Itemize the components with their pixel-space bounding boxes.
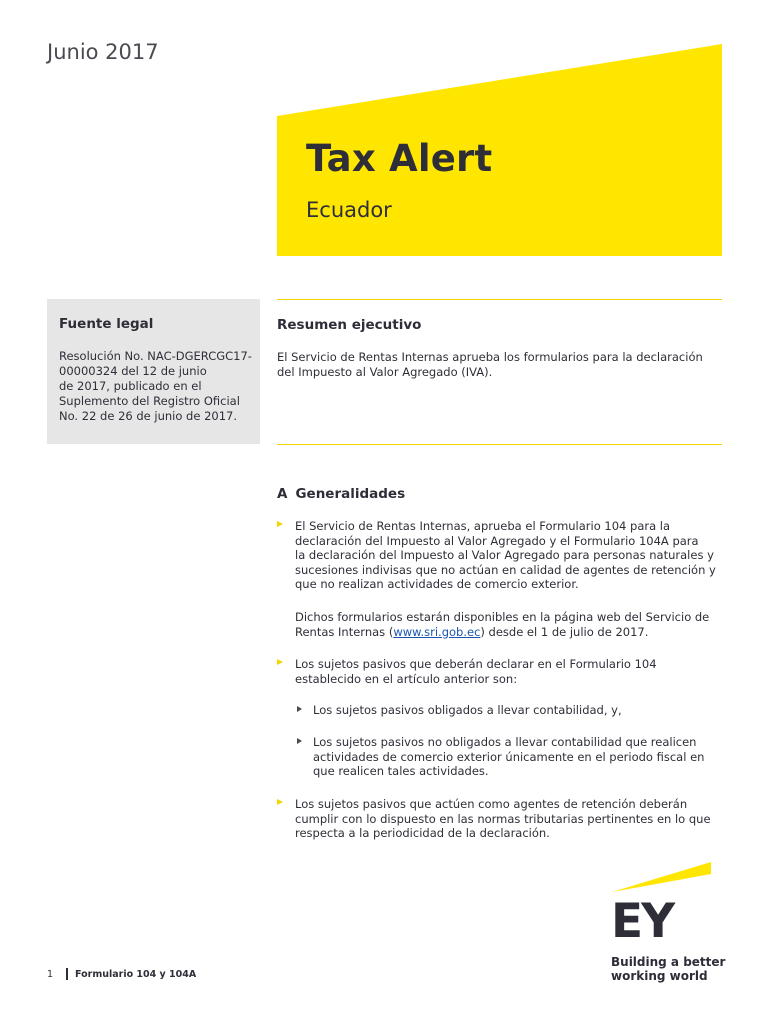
- sub-bullet-2-line: que realicen tales actividades.: [313, 764, 489, 778]
- legal-source-box: [47, 299, 260, 444]
- ey-tagline: [611, 955, 741, 983]
- bullet-1-extra-pre: Rentas Internas (: [295, 624, 394, 639]
- bullet-1-extra-post: ) desde el 1 de julio de 2017.: [480, 624, 649, 639]
- ey-logo-wordmark: EY: [611, 894, 674, 949]
- footer-divider: [66, 968, 68, 980]
- sub-bullet-1-text: Los sujetos pasivos obligados a llevar contabilidad, y,: [313, 703, 622, 717]
- page-subtitle: Ecuador: [306, 198, 392, 222]
- page-number: 1: [47, 969, 54, 980]
- ey-tagline-line: Building a better: [611, 955, 726, 969]
- legal-source-text: [59, 349, 254, 424]
- bullet-1-text: [295, 519, 725, 592]
- summary-heading: Resumen ejecutivo: [277, 317, 422, 333]
- sub-bullet-2-line: Los sujetos pasivos no obligados a llevar contabilidad que realicen: [313, 735, 697, 749]
- legal-source-line: Resolución No. NAC-DGERCGC17-: [59, 349, 252, 363]
- section-a-heading: [277, 486, 405, 502]
- bullet-1-line: declaración del Impuesto al Valor Agregado y el Formulario 104A para: [295, 533, 699, 548]
- section-title: Generalidades: [295, 486, 406, 502]
- bullet-1-extra: [295, 610, 725, 639]
- sub-bullet-2-text: [313, 735, 723, 779]
- bullet-1-line: sucesiones indivisas que no actúan en calidad de agentes de retención y: [295, 562, 716, 577]
- date-label: Junio 2017: [47, 40, 159, 64]
- section-letter: A: [277, 486, 288, 502]
- bullet-3-line: cumplir con lo dispuesto en las normas tributarias pertinentes en lo que: [295, 811, 711, 826]
- ey-tagline-line: working world: [611, 969, 708, 983]
- bullet-3-text: [295, 797, 725, 841]
- yellow-bullet-icon: [277, 659, 283, 665]
- bullet-1-extra-line-2: [295, 625, 725, 640]
- sri-website-link[interactable]: www.sri.gob.ec: [393, 624, 481, 639]
- summary-text: [277, 350, 722, 379]
- legal-source-line: Suplemento del Registro Oficial: [59, 394, 240, 408]
- yellow-bullet-icon: [277, 799, 283, 805]
- bullet-2-line: Los sujetos pasivos que deberán declarar en el Formulario 104: [295, 657, 657, 671]
- legal-source-line: No. 22 de 26 de junio de 2017.: [59, 409, 237, 423]
- bullet-1-line: que no realizan actividades de comercio exterior.: [295, 577, 579, 591]
- bullet-3-line: Los sujetos pasivos que actúen como agentes de retención deberán: [295, 797, 688, 811]
- divider-bottom: [277, 444, 722, 445]
- yellow-bullet-icon: [277, 521, 283, 527]
- summary-line: El Servicio de Rentas Internas aprueba los formularios para la declaración: [277, 350, 703, 364]
- page-title: Tax Alert: [306, 137, 493, 180]
- sub-bullet-2-line: actividades de comercio exterior únicamente en el periodo fiscal en: [313, 749, 705, 764]
- bullet-1-line: la declaración del Impuesto al Valor Agregado para personas naturales y: [295, 548, 714, 562]
- bullet-3-line: respecta a la periodicidad de la declaración.: [295, 826, 550, 840]
- bullet-1-extra-line: Dichos formularios estarán disponibles en la página web del Servicio de: [295, 610, 710, 624]
- bullet-2-text: [295, 657, 725, 686]
- footer-document-name: Formulario 104 y 104A: [75, 969, 197, 980]
- bullet-2-line: establecido en el artículo anterior son:: [295, 671, 518, 686]
- legal-source-line: 00000324 del 12 de junio: [59, 364, 207, 378]
- dark-bullet-icon: [297, 706, 302, 712]
- dark-bullet-icon: [297, 738, 302, 744]
- legal-source-heading: Fuente legal: [59, 316, 154, 332]
- summary-line: del Impuesto al Valor Agregado (IVA).: [277, 364, 493, 379]
- bullet-1-line: El Servicio de Rentas Internas, aprueba el Formulario 104 para la: [295, 519, 671, 533]
- divider-top: [277, 299, 722, 300]
- legal-source-line: de 2017, publicado en el: [59, 379, 202, 393]
